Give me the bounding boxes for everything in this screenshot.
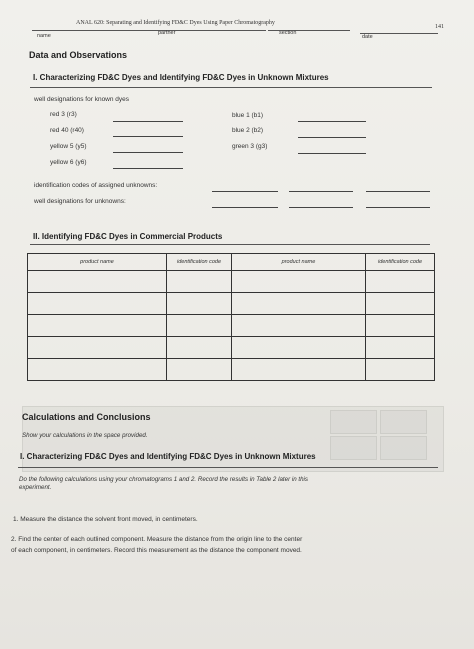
table-cell[interactable] — [232, 337, 366, 359]
table-cell[interactable] — [366, 271, 435, 293]
column-header-identification-code-1: identification code — [167, 254, 232, 271]
column-header-identification-code-2: identification code — [366, 254, 435, 271]
table-cell[interactable] — [167, 337, 232, 359]
table-cell[interactable] — [366, 359, 435, 381]
calculations-instruction: Show your calculations in the space provided. — [22, 432, 148, 439]
unknown-code-blank-3[interactable] — [366, 191, 430, 192]
table-cell[interactable] — [366, 337, 435, 359]
dye-yellow5-label: yellow 5 (y5) — [50, 143, 87, 150]
well-designations-label: well designations for known dyes — [34, 96, 130, 103]
column-header-product-name-1: product name — [28, 254, 167, 271]
calculations-part1-heading: I. Characterizing FD&C Dyes and Identifying FD&C Dyes in Unknown Mixtures — [20, 452, 316, 461]
table-cell[interactable] — [28, 293, 167, 315]
dye-blue2-label: blue 2 (b2) — [232, 127, 264, 134]
part1-heading-rule — [30, 87, 432, 88]
part2-heading: II. Identifying FD&C Dyes in Commercial Products — [33, 232, 223, 241]
table-row — [28, 315, 435, 337]
table-cell[interactable] — [28, 315, 167, 337]
table-header-row — [28, 254, 435, 271]
step-1: 1. Measure the distance the solvent front moved, in centimeters. — [13, 516, 198, 523]
table-cell[interactable] — [28, 271, 167, 293]
column-header-product-name-2: product name — [232, 254, 366, 271]
show-through-box — [330, 436, 377, 460]
unknown-codes-label: identification codes of assigned unknowns: — [34, 182, 158, 189]
unknown-well-blank-2[interactable] — [289, 207, 353, 208]
dye-red3-blank[interactable] — [113, 121, 183, 122]
date-label: date — [362, 34, 373, 40]
part2-heading-rule — [30, 244, 430, 245]
part1-heading: I. Characterizing FD&C Dyes and Identifying FD&C Dyes in Unknown Mixtures — [33, 73, 329, 82]
table-cell[interactable] — [232, 271, 366, 293]
dye-green3-label: green 3 (g3) — [232, 143, 268, 150]
dye-blue2-blank[interactable] — [298, 137, 366, 138]
dye-red40-blank[interactable] — [113, 136, 183, 137]
table-cell[interactable] — [232, 359, 366, 381]
dye-green3-blank[interactable] — [298, 153, 366, 154]
dye-yellow5-blank[interactable] — [113, 152, 183, 153]
part1-instruction-line1: Do the following calculations using your chromatograms 1 and 2. Record the results in Table 2 later in this — [19, 476, 309, 483]
table-cell[interactable] — [366, 315, 435, 337]
table-row — [28, 359, 435, 381]
table-row — [28, 337, 435, 359]
unknown-well-blank-1[interactable] — [212, 207, 278, 208]
table-cell[interactable] — [28, 359, 167, 381]
data-observations-heading: Data and Observations — [29, 50, 128, 60]
partner-label: partner — [158, 30, 176, 36]
page-number: 141 — [435, 24, 444, 30]
show-through-box — [380, 436, 427, 460]
part1-instruction-line2: experiment. — [19, 484, 52, 491]
table-cell[interactable] — [232, 315, 366, 337]
unknown-well-blank-3[interactable] — [366, 207, 430, 208]
section-label: section — [279, 30, 297, 36]
table-cell[interactable] — [366, 293, 435, 315]
show-through-box — [330, 410, 377, 434]
show-through-box — [380, 410, 427, 434]
document-title: ANAL 620: Separating and Identifying FD&C Dyes Using Paper Chromatography — [76, 20, 275, 26]
table-row — [28, 293, 435, 315]
dye-blue1-blank[interactable] — [298, 121, 366, 122]
dye-yellow6-label: yellow 6 (y6) — [50, 159, 87, 166]
step-2-line2: of each component, in centimeters. Record this measurement as the distance the component moved. — [11, 547, 302, 554]
calculations-part1-rule — [18, 467, 438, 468]
table-cell[interactable] — [28, 337, 167, 359]
table-cell[interactable] — [167, 293, 232, 315]
unknown-code-blank-1[interactable] — [212, 191, 278, 192]
table-cell[interactable] — [167, 271, 232, 293]
step-2-line1: 2. Find the center of each outlined component. Measure the distance from the origin line to the center — [11, 536, 303, 543]
dye-yellow6-blank[interactable] — [113, 168, 183, 169]
unknown-code-blank-2[interactable] — [289, 191, 353, 192]
table-row — [28, 271, 435, 293]
table-cell[interactable] — [167, 315, 232, 337]
calculations-heading: Calculations and Conclusions — [22, 412, 151, 422]
table-cell[interactable] — [167, 359, 232, 381]
unknown-wells-label: well designations for unknowns: — [34, 198, 126, 205]
name-line — [32, 30, 158, 31]
dye-blue1-label: blue 1 (b1) — [232, 112, 264, 119]
dye-red40-label: red 40 (r40) — [50, 127, 84, 134]
commercial-products-table — [27, 253, 435, 381]
table-cell[interactable] — [232, 293, 366, 315]
name-label: name — [37, 33, 51, 39]
dye-red3-label: red 3 (r3) — [50, 111, 77, 118]
